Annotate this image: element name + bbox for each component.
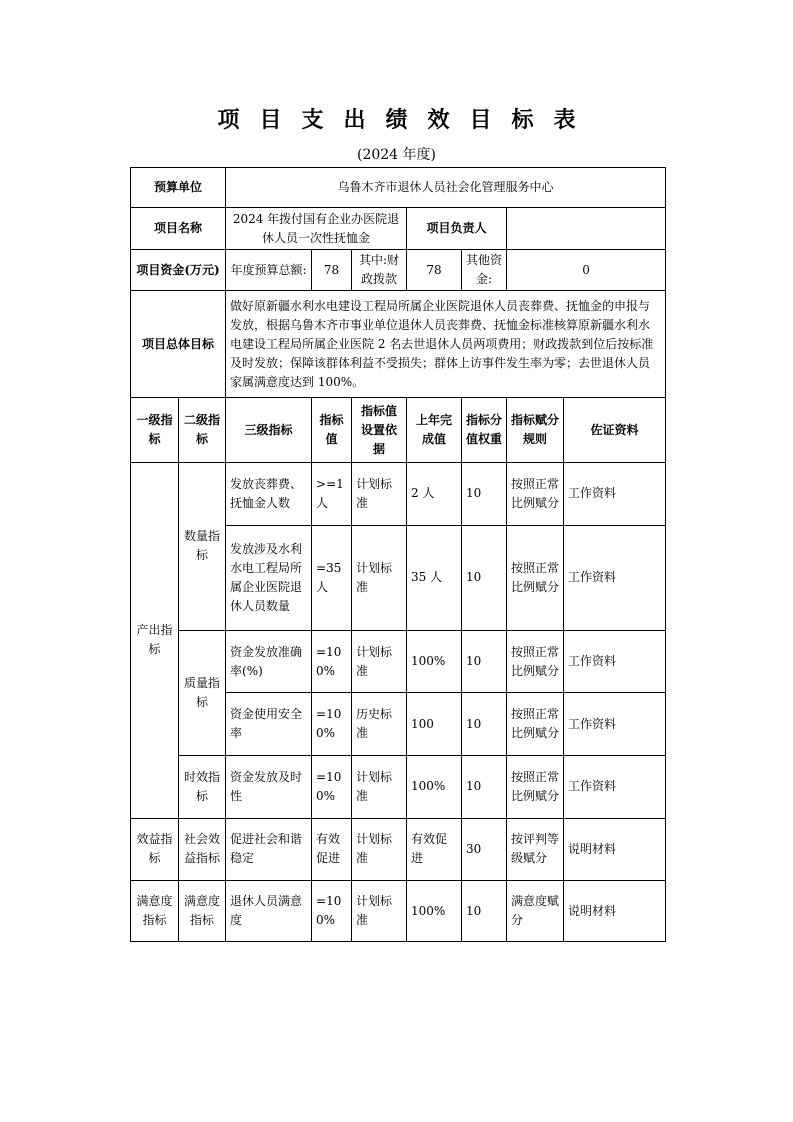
indicator-scoring: 按评判等级赋分 <box>507 818 564 881</box>
indicator-evidence: 说明材料 <box>564 881 666 942</box>
header-level3: 三级指标 <box>226 398 312 463</box>
indicator-evidence: 说明材料 <box>564 818 666 881</box>
indicator-weight: 10 <box>462 881 507 942</box>
budget-unit-label: 预算单位 <box>131 168 226 208</box>
indicator-value: =100% <box>312 756 352 819</box>
other-funds-value: 0 <box>507 249 666 290</box>
indicator-name: 资金发放准确率(%) <box>226 630 312 693</box>
indicator-header-row <box>131 398 666 463</box>
indicator-scoring: 按照正常比例赋分 <box>507 693 564 756</box>
indicator-basis: 计划标准 <box>352 463 407 526</box>
budget-unit-row <box>131 168 666 208</box>
indicator-value: =100% <box>312 881 352 942</box>
indicator-evidence: 工作资料 <box>564 463 666 526</box>
table-row <box>131 756 666 819</box>
indicator-weight: 10 <box>462 693 507 756</box>
project-fund-label: 项目资金(万元) <box>131 249 226 290</box>
project-leader-value <box>507 208 666 249</box>
indicator-basis: 计划标准 <box>352 525 407 630</box>
fiscal-allocation-label: 其中:财政拨款 <box>352 249 407 290</box>
indicator-name: 退休人员满意度 <box>226 881 312 942</box>
indicator-weight: 10 <box>462 756 507 819</box>
header-scoring: 指标赋分规则 <box>507 398 564 463</box>
indicator-value: =100% <box>312 630 352 693</box>
group-output: 产出指标 <box>131 463 179 819</box>
indicator-basis: 计划标准 <box>352 881 407 942</box>
table-row <box>131 881 666 942</box>
indicator-name: 资金使用安全率 <box>226 693 312 756</box>
indicator-name: 促进社会和谐稳定 <box>226 818 312 881</box>
indicator-weight: 30 <box>462 818 507 881</box>
group-quality: 质量指标 <box>179 630 226 755</box>
indicator-last-year: 100 <box>407 693 462 756</box>
annual-budget-label: 年度预算总额: <box>226 249 312 290</box>
indicator-weight: 10 <box>462 525 507 630</box>
page-subtitle: (2024 年度) <box>356 147 436 163</box>
indicator-scoring: 按照正常比例赋分 <box>507 630 564 693</box>
overall-goal-text: 做好原新疆水利水电建设工程局所属企业医院退休人员丧葬费、抚恤金的申报与发放，根据乌鲁木齐市事业单位退休人员丧葬费、抚恤金标准核算原新疆水利水电建设工程局所属企业医院 2 名去世退休人员两项费用；财政拨款到位后按标准及时发放；保障该群体利益不受损失；群体上访事件发生率为零；去世退休人员家属满意度达到 100%。 <box>226 291 666 398</box>
table-row <box>131 630 666 693</box>
header-basis: 指标值设置依据 <box>352 398 407 463</box>
indicator-basis: 计划标准 <box>352 756 407 819</box>
other-funds-label: 其他资金: <box>462 249 507 290</box>
indicator-basis: 计划标准 <box>352 818 407 881</box>
indicator-weight: 10 <box>462 630 507 693</box>
project-name-value: 2024 年拨付国有企业办医院退休人员一次性抚恤金 <box>226 208 407 249</box>
indicator-evidence: 工作资料 <box>564 630 666 693</box>
group-satisfaction: 满意度指标 <box>131 881 179 942</box>
indicator-last-year: 有效促进 <box>407 818 462 881</box>
indicator-basis: 历史标准 <box>352 693 407 756</box>
header-last-year: 上年完成值 <box>407 398 462 463</box>
page-title: 项目支出绩效目标表 <box>217 107 596 133</box>
header-level1: 一级指标 <box>131 398 179 463</box>
group-benefit: 效益指标 <box>131 818 179 881</box>
header-weight: 指标分值权重 <box>462 398 507 463</box>
indicator-scoring: 按照正常比例赋分 <box>507 525 564 630</box>
budget-unit-value: 乌鲁木齐市退休人员社会化管理服务中心 <box>226 168 666 208</box>
indicator-evidence: 工作资料 <box>564 756 666 819</box>
group-satisfaction-sub: 满意度指标 <box>179 881 226 942</box>
indicator-scoring: 按照正常比例赋分 <box>507 756 564 819</box>
indicator-basis: 计划标准 <box>352 630 407 693</box>
project-leader-label: 项目负责人 <box>407 208 507 249</box>
table-row <box>131 818 666 881</box>
indicator-last-year: 100% <box>407 756 462 819</box>
indicator-evidence: 工作资料 <box>564 693 666 756</box>
annual-budget-value: 78 <box>312 249 352 290</box>
indicator-value: 有效促进 <box>312 818 352 881</box>
indicator-last-year: 100% <box>407 630 462 693</box>
indicator-evidence: 工作资料 <box>564 525 666 630</box>
fiscal-allocation-value: 78 <box>407 249 462 290</box>
group-quantity: 数量指标 <box>179 463 226 631</box>
overall-goal-label: 项目总体目标 <box>131 291 226 398</box>
indicator-last-year: 35 人 <box>407 525 462 630</box>
indicator-name: 发放涉及水利水电工程局所属企业医院退休人员数量 <box>226 525 312 630</box>
indicator-last-year: 2 人 <box>407 463 462 526</box>
indicator-scoring: 按照正常比例赋分 <box>507 463 564 526</box>
indicator-value: =35 人 <box>312 525 352 630</box>
project-fund-row <box>131 249 666 290</box>
project-name-label: 项目名称 <box>131 208 226 249</box>
group-timeliness: 时效指标 <box>179 756 226 819</box>
indicator-weight: 10 <box>462 463 507 526</box>
indicator-value: >=1 人 <box>312 463 352 526</box>
performance-table <box>130 167 666 942</box>
header-level2: 二级指标 <box>179 398 226 463</box>
indicator-scoring: 满意度赋分 <box>507 881 564 942</box>
overall-goal-row <box>131 291 666 398</box>
header-evidence: 佐证资料 <box>564 398 666 463</box>
table-row <box>131 463 666 526</box>
group-social-benefit: 社会效益指标 <box>179 818 226 881</box>
project-name-row <box>131 208 666 249</box>
indicator-name: 资金发放及时性 <box>226 756 312 819</box>
header-value: 指标值 <box>312 398 352 463</box>
indicator-value: =100% <box>312 693 352 756</box>
indicator-name: 发放丧葬费、抚恤金人数 <box>226 463 312 526</box>
indicator-last-year: 100% <box>407 881 462 942</box>
